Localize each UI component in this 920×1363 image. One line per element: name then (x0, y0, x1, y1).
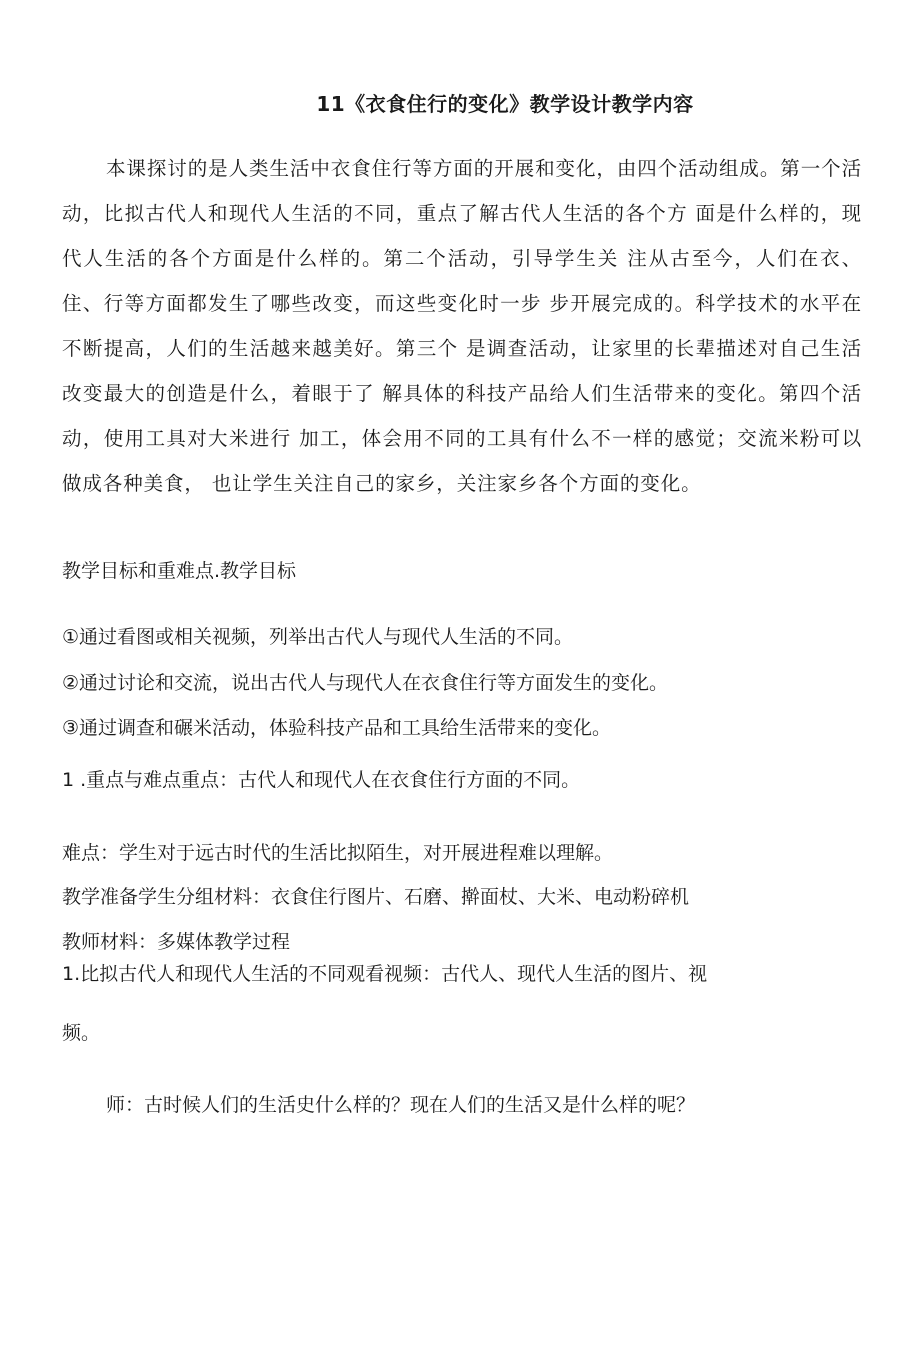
goals-heading: 教学目标和重难点.教学目标 (62, 560, 297, 582)
goal-item-2: ②通过讨论和交流，说出古代人与现代人在衣食住行等方面发生的变化。 (62, 672, 669, 694)
prep-students: 教学准备学生分组材料：衣食住行图片、石磨、擀面杖、大米、电动粉碎机 (62, 886, 690, 908)
prep-teacher: 教师材料：多媒体教学过程 (62, 931, 291, 953)
intro-paragraph: 本课探讨的是人类生活中衣食住行等方面的开展和变化，由四个活动组成。第一个活动，比拟古代人和现代人生活的不同，重点了解古代人生活的各个方 面是什么样的，现代人生活的各个方面是什么样的。第二个活动，引导学生关 注从古至今，人们在衣、住、行等方面都发生了哪些改变，而这些变化时一步 步开展完成的。科学技术的水平在不断提高，人们的生活越来越美好。第三个 是调查活动，让家里的长辈描述对自己生活改变最大的创造是什么，着眼于了 解具体的科技产品给人们生活带来的变化。第四个活动，使用工具对大米进行 加工，体会用不同的工具有什么不一样的感觉；交流米粉可以做成各种美食， 也让学生关注自己的家乡，关注家乡各个方面的变化。 (62, 157, 862, 495)
goal-item-1: ①通过看图或相关视频，列举出古代人与现代人生活的不同。 (62, 626, 574, 648)
key-point: 1 .重点与难点重点：古代人和现代人在衣食住行方面的不同。 (62, 769, 581, 791)
step1-line2: 频。 (62, 1022, 101, 1044)
step1-line1: 1.比拟古代人和现代人生活的不同观看视频：古代人、现代人生活的图片、视 (62, 963, 708, 985)
document-title: 11《衣食住行的变化》教学设计教学内容 (316, 92, 694, 116)
difficulty: 难点：学生对于远古时代的生活比拟陌生，对开展进程难以理解。 (62, 842, 614, 864)
teacher-question: 师：古时候人们的生活史什么样的？现在人们的生活又是什么样的呢？ (106, 1094, 696, 1116)
goal-item-3: ③通过调查和碾米活动，体验科技产品和工具给生活带来的变化。 (62, 717, 612, 739)
